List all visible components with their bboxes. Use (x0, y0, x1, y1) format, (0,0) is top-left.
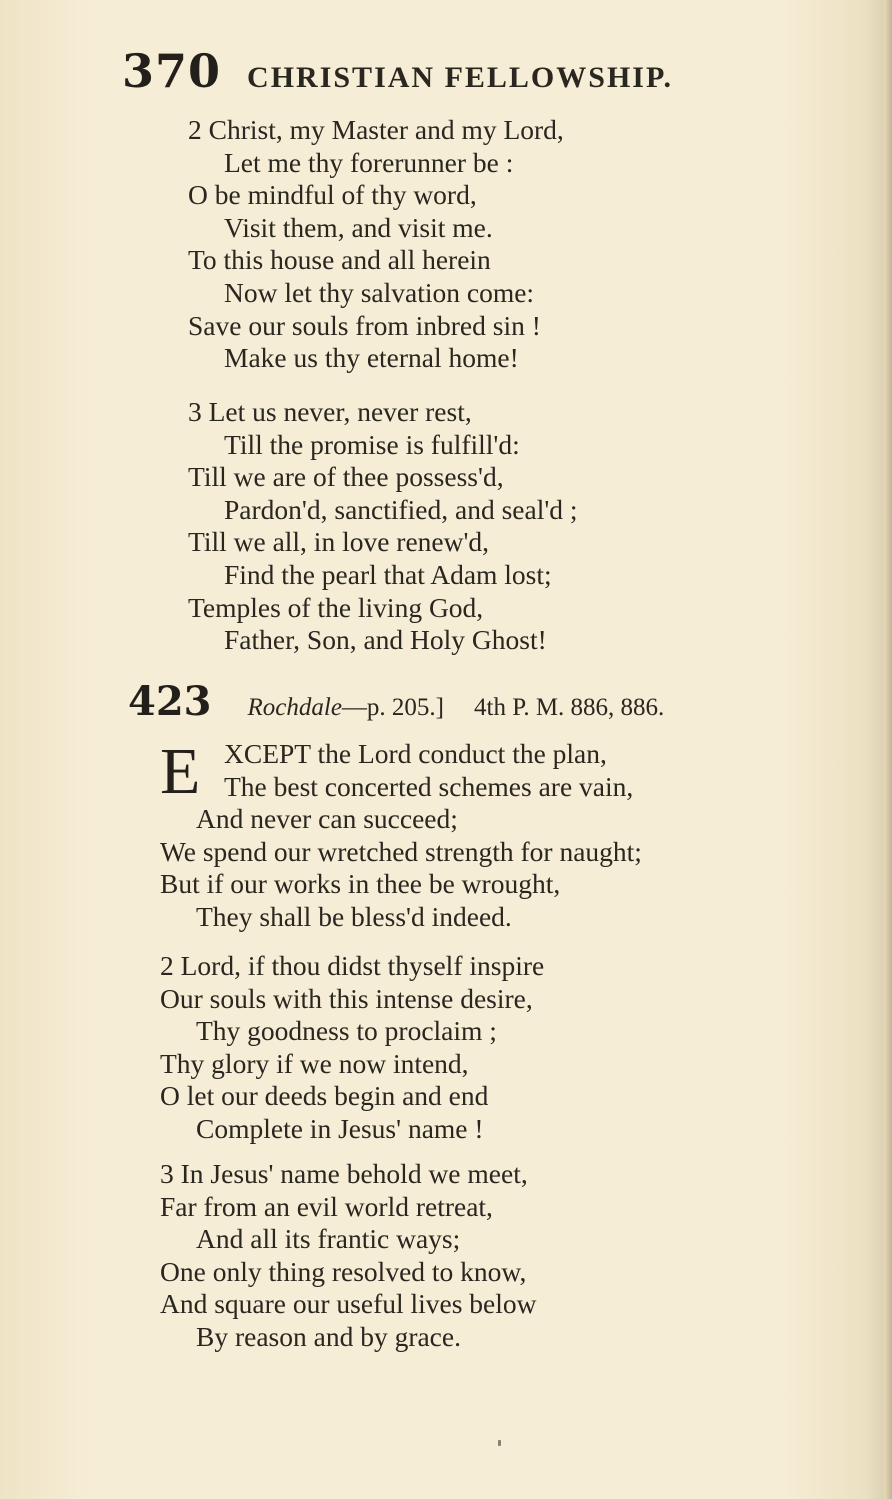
verse-line: They shall be bless'd indeed. (196, 900, 512, 932)
verse-line: Till we are of thee possess'd, (188, 461, 504, 493)
verse-line: O let our deeds begin and end (160, 1080, 489, 1112)
hymn-meter: 4th P. M. 886, 886. (474, 694, 665, 721)
hymn-heading (128, 678, 848, 728)
stanza-a3 (188, 396, 578, 657)
verse-line: Make us thy eternal home! (224, 342, 519, 374)
verse-line: Thy glory if we now intend, (160, 1047, 469, 1079)
verse-line: Thy goodness to proclaim ; (196, 1015, 497, 1047)
verse-line: Complete in Jesus' name ! (196, 1112, 484, 1144)
page-header (122, 44, 822, 104)
verse-line: One only thing resolved to know, (160, 1255, 527, 1287)
verse-line: 3 Let us never, never rest, (188, 396, 472, 427)
verse-line: Far from an evil world retreat, (160, 1190, 493, 1222)
verse-line: 3 In Jesus' name behold we meet, (160, 1158, 528, 1189)
verse-line: Save our souls from inbred sin ! (188, 309, 541, 341)
verse-line: Pardon'd, sanctified, and seal'd ; (224, 493, 578, 525)
verse-line: Now let thy salvation come: (224, 276, 535, 308)
verse-line: O be mindful of thy word, (188, 179, 477, 211)
verse-line: And never can succeed; (196, 803, 458, 835)
page-number: 370 (122, 44, 222, 98)
verse-line: To this house and all herein (188, 244, 491, 276)
verse-line: By reason and by grace. (196, 1320, 461, 1352)
stanza-b2 (160, 950, 544, 1146)
ink-speck (498, 1440, 501, 1446)
verse-line: Let me thy forerunner be : (224, 146, 514, 178)
stanza-a2 (188, 114, 564, 375)
stanza-b3 (160, 1158, 537, 1354)
verse-line: And all its frantic ways; (196, 1223, 461, 1255)
tune-name: Rochdale (247, 694, 342, 721)
running-head: CHRISTIAN FELLOWSHIP. (247, 61, 674, 94)
tune-page-reference: —p. 205.] (341, 694, 444, 721)
verse-line: Visit them, and visit me. (224, 211, 493, 243)
verse-line: The best concerted schemes are vain, (224, 770, 634, 802)
verse-line: Find the pearl that Adam lost; (224, 558, 552, 590)
verse-line: Till the promise is fulfill'd: (224, 428, 520, 460)
verse-line: 2 Christ, my Master and my Lord, (188, 114, 564, 145)
drop-cap: E (160, 735, 201, 808)
verse-line: 2 Lord, if thou didst thyself inspire (160, 950, 545, 981)
verse-line: Our souls with this intense desire, (160, 982, 533, 1014)
stanza-b1 (160, 735, 642, 934)
verse-line: Temples of the living God, (188, 591, 484, 623)
verse-line: But if our works in thee be wrought, (160, 868, 561, 900)
verse-line: Father, Son, and Holy Ghost! (224, 624, 547, 656)
verse-line: We spend our wretched strength for naught; (160, 835, 642, 867)
hymn-number: 423 (128, 678, 212, 725)
verse-line: And square our useful lives below (160, 1288, 537, 1320)
page-edge (884, 0, 892, 1499)
verse-line: Till we all, in love renew'd, (188, 526, 490, 558)
first-line-text: XCEPT the Lord conduct the plan, (224, 738, 607, 769)
